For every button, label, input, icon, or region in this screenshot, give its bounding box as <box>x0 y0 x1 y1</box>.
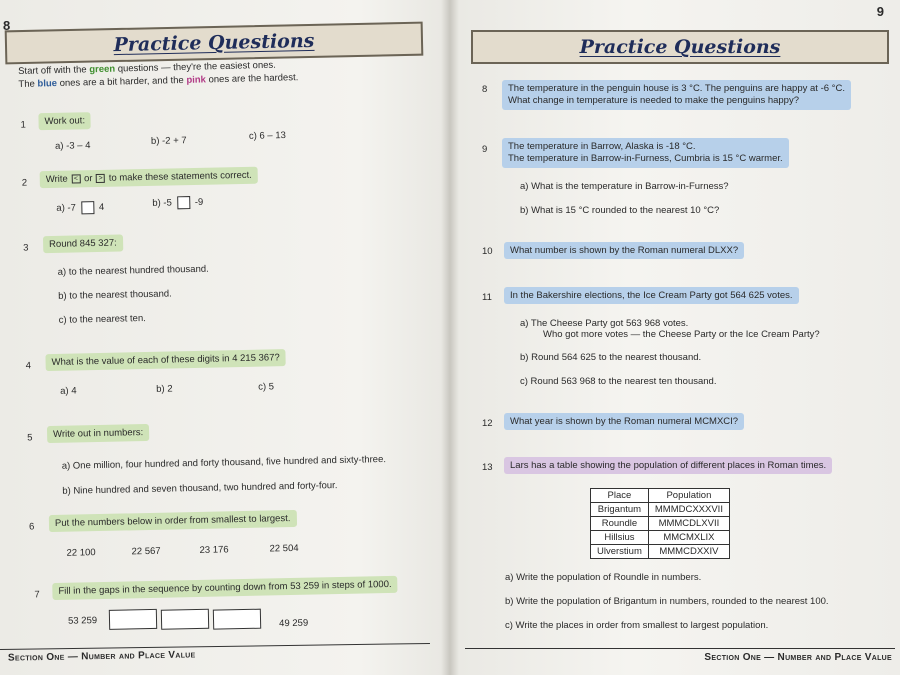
population-table <box>590 488 730 559</box>
table-cell: MMCMXLIX <box>648 531 729 545</box>
question-number: 8 <box>482 84 488 95</box>
label-part: or <box>81 173 96 185</box>
question-11-label: In the Bakershire elections, the Ice Cream Party got 564 625 votes. <box>504 287 799 304</box>
sequence-end: 49 259 <box>279 617 309 630</box>
table-row <box>591 545 730 559</box>
sequence-gap-box[interactable] <box>109 609 157 630</box>
question-2b <box>152 196 203 210</box>
question-6-label: Put the numbers below in order from smallest to largest. <box>49 510 297 532</box>
table-cell: Ulverstium <box>591 545 649 559</box>
question-number: 2 <box>21 177 28 189</box>
question-number: 13 <box>482 462 493 473</box>
table-cell: MMMCDXXIV <box>648 545 729 559</box>
question-5a: a) One million, four hundred and forty thousand, five hundred and sixty-three. <box>61 454 387 472</box>
question-7-label: Fill in the gaps in the sequence by counting down from 53 259 in steps of 1000. <box>52 576 398 600</box>
question-8-line: The temperature in the penguin house is 3 °C. The penguins are happy at -6 °C. <box>508 83 845 94</box>
question-8-label <box>502 80 851 110</box>
question-1c: c) 6 – 13 <box>248 130 286 142</box>
statement-right: 4 <box>98 201 105 213</box>
table-cell: Hillsius <box>591 531 649 545</box>
answer-box[interactable] <box>177 196 190 209</box>
question-11c: c) Round 563 968 to the nearest ten thousand. <box>520 376 717 387</box>
page-number: 8 <box>3 18 11 33</box>
question-12-label: What year is shown by the Roman numeral MCMXCI? <box>504 413 744 430</box>
question-13b: b) Write the population of Brigantum in numbers, rounded to the nearest 100. <box>505 596 829 607</box>
question-3a: a) to the nearest hundred thousand. <box>57 263 209 278</box>
intro-text-part: ones are the hardest. <box>205 72 299 86</box>
footer-rule <box>465 648 895 649</box>
table-row <box>591 531 730 545</box>
question-1a: a) -3 – 4 <box>54 140 91 152</box>
intro-text-part: questions — they're the easiest ones. <box>114 59 276 75</box>
table-header: Place <box>591 489 649 503</box>
question-9-line: The temperature in Barrow-in-Furness, Cumbria is 15 °C warmer. <box>508 153 783 164</box>
question-9-label <box>502 138 789 168</box>
number-22100: 22 100 <box>66 547 96 559</box>
section-footer: Section One — Number and Place Value <box>7 649 196 664</box>
table-cell: Roundle <box>591 517 649 531</box>
statement-left: a) -7 <box>56 202 77 214</box>
statement-right: -9 <box>194 196 204 208</box>
table-row <box>591 517 730 531</box>
question-3b: b) to the nearest thousand. <box>58 288 172 302</box>
intro-text-part: ones are a bit harder, and the <box>56 74 187 90</box>
left-page <box>0 0 440 675</box>
question-number: 7 <box>34 589 40 601</box>
greater-than-symbol: > <box>96 174 105 183</box>
question-number: 5 <box>27 432 33 444</box>
answer-box[interactable] <box>81 201 94 214</box>
question-13c: c) Write the places in order from smallest to largest population. <box>505 620 769 631</box>
question-9b: b) What is 15 °C rounded to the nearest 10 °C? <box>520 205 720 216</box>
question-4a: a) 4 <box>60 385 77 397</box>
question-11b: b) Round 564 625 to the nearest thousand. <box>520 352 702 363</box>
less-than-symbol: < <box>71 174 80 183</box>
question-number: 6 <box>28 521 35 533</box>
page-title: Practice Questions <box>113 29 315 57</box>
question-2a <box>56 201 104 215</box>
page-title: Practice Questions <box>579 36 781 58</box>
table-header: Population <box>648 489 729 503</box>
sequence-start: 53 259 <box>67 615 98 627</box>
intro-blue-word: blue <box>37 78 58 90</box>
intro-pink-word: pink <box>186 74 207 86</box>
question-10-label: What number is shown by the Roman numeral DLXX? <box>504 242 744 259</box>
question-8-line: What change in temperature is needed to make the penguins happy? <box>508 95 799 106</box>
sequence-gap-box[interactable] <box>213 609 261 630</box>
number-22504: 22 504 <box>269 542 299 555</box>
intro-text-part: The <box>18 78 38 90</box>
number-23176: 23 176 <box>199 544 229 556</box>
number-22567: 22 567 <box>131 545 161 558</box>
label-part: to make these statements correct. <box>106 169 252 184</box>
table-cell: MMMCDLXVII <box>648 517 729 531</box>
statement-left: b) -5 <box>152 197 172 209</box>
question-9-line: The temperature in Barrow, Alaska is -18 °C. <box>508 141 696 152</box>
table-row <box>591 503 730 517</box>
question-3c: c) to the nearest ten. <box>58 313 146 326</box>
table-cell: Brigantum <box>591 503 649 517</box>
question-number: 1 <box>20 119 27 131</box>
sequence-gap-box[interactable] <box>161 609 209 630</box>
table-header-row <box>591 489 730 503</box>
right-page <box>455 0 900 675</box>
page-number: 9 <box>876 4 884 19</box>
intro-green-word: green <box>89 63 116 76</box>
question-13-label: Lars has a table showing the population of different places in Roman times. <box>504 457 832 474</box>
question-1-label: Work out: <box>38 112 91 130</box>
question-4b: b) 2 <box>156 383 173 395</box>
question-9a: a) What is the temperature in Barrow-in-Furness? <box>520 181 729 192</box>
question-number: 10 <box>482 246 493 257</box>
table-cell: MMMDCXXXVII <box>648 503 729 517</box>
question-number: 11 <box>482 292 492 303</box>
label-part: Write <box>45 173 71 186</box>
question-3-label: Round 845 327: <box>43 234 123 253</box>
intro-text-part: Start off with the <box>18 64 90 77</box>
question-5-label: Write out in numbers: <box>47 424 149 443</box>
page-title-bar <box>471 30 889 64</box>
question-1b: b) -2 + 7 <box>150 135 187 147</box>
question-2-label <box>40 167 258 189</box>
section-footer: Section One — Number and Place Value <box>704 652 892 663</box>
question-5b: b) Nine hundred and seven thousand, two hundred and forty-four. <box>62 480 338 497</box>
question-13a: a) Write the population of Roundle in numbers. <box>505 572 702 583</box>
question-number: 12 <box>482 418 493 429</box>
question-4-label: What is the value of each of these digits in 4 215 367? <box>45 349 285 371</box>
question-4c: c) 5 <box>258 381 275 393</box>
question-number: 9 <box>482 144 488 155</box>
question-11a: a) The Cheese Party got 563 968 votes. <box>520 318 689 329</box>
question-number: 4 <box>25 360 32 372</box>
question-11a-line2: Who got more votes — the Cheese Party or the Ice Cream Party? <box>543 329 820 340</box>
question-number: 3 <box>23 242 29 254</box>
